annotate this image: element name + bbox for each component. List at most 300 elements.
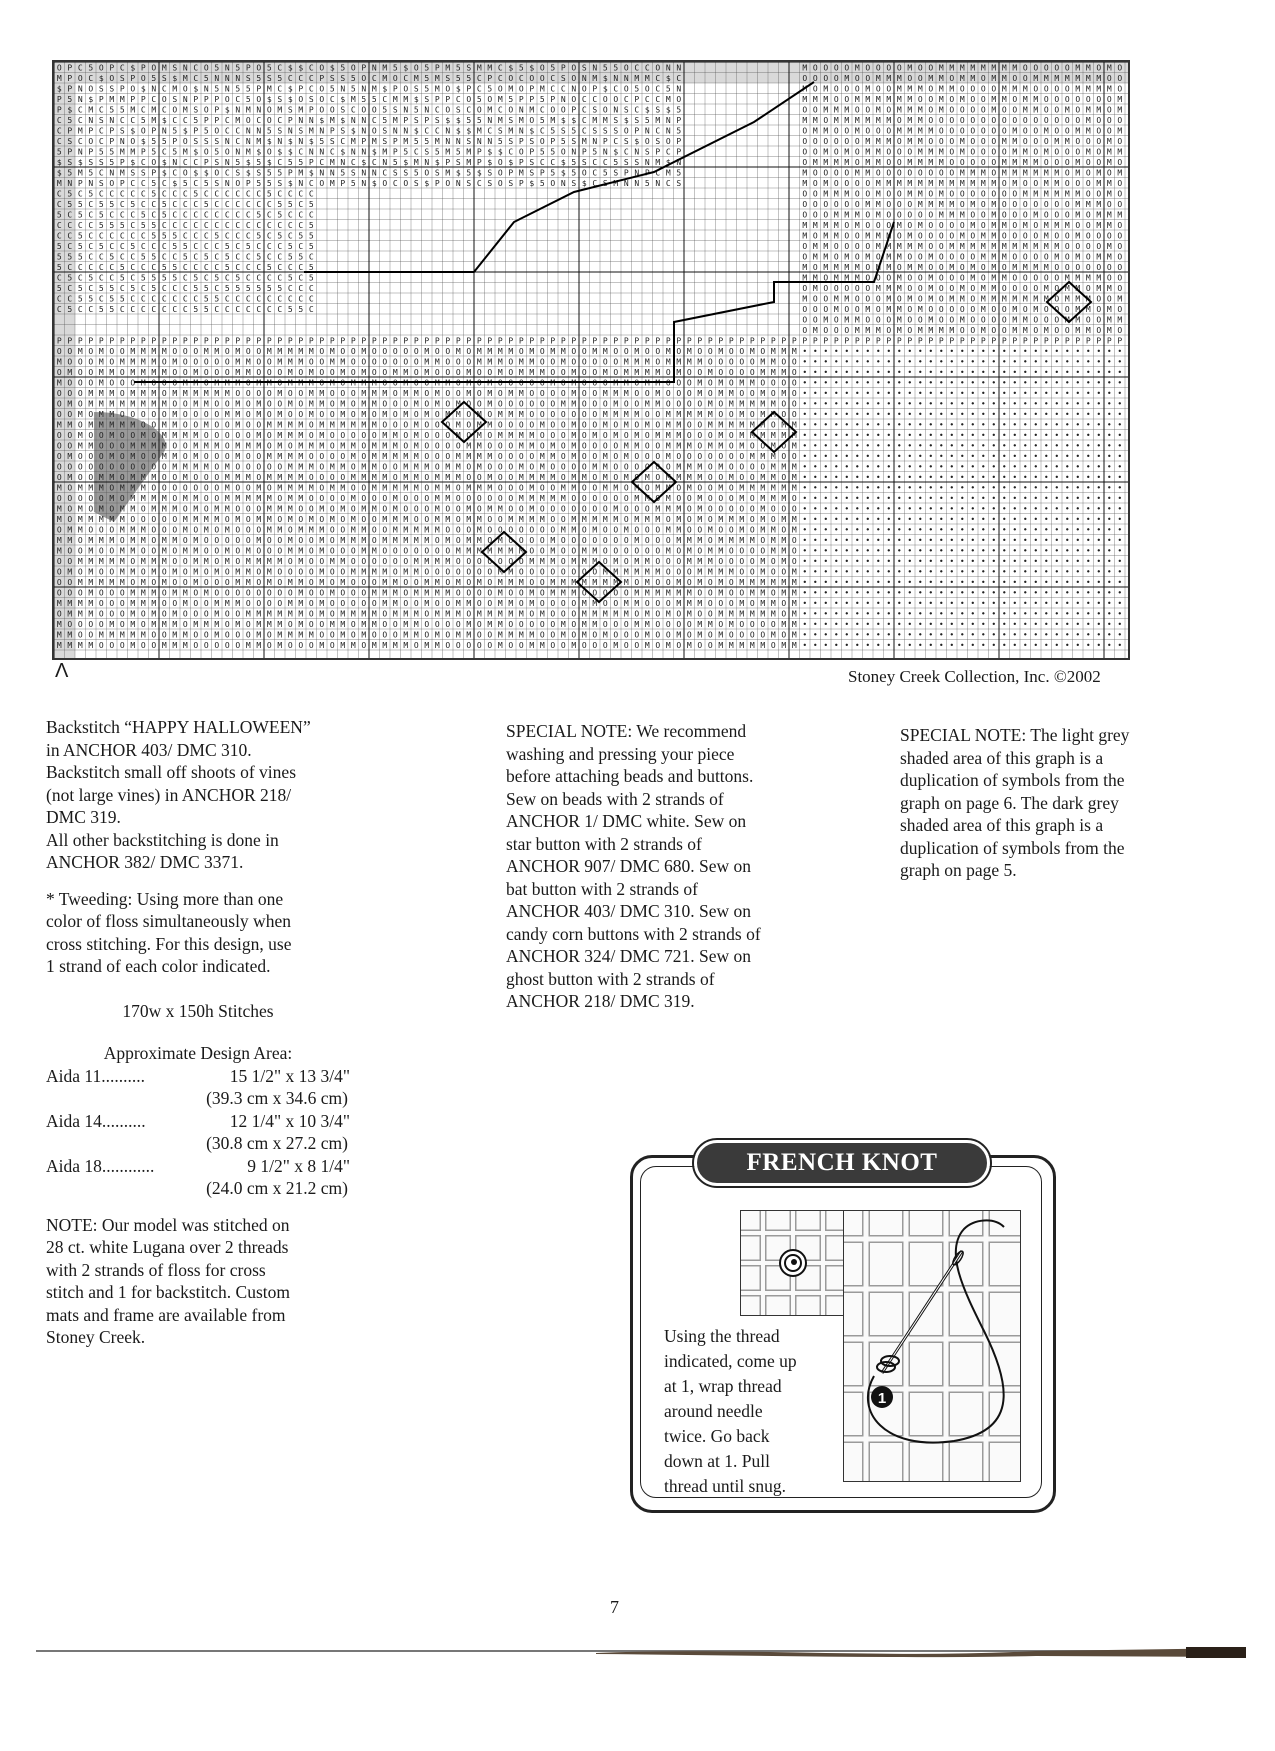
- svg-text:M: M: [749, 399, 755, 409]
- svg-text:•: •: [1033, 536, 1039, 545]
- svg-text:O: O: [403, 357, 409, 367]
- svg-text:M: M: [791, 515, 797, 524]
- svg-text:M: M: [98, 399, 104, 409]
- svg-text:M: M: [770, 630, 776, 640]
- svg-text:M: M: [266, 557, 272, 566]
- svg-text:C: C: [109, 231, 115, 241]
- svg-text:M: M: [1012, 63, 1018, 73]
- svg-text:M: M: [581, 546, 587, 556]
- svg-text:$: $: [287, 137, 293, 146]
- svg-text:M: M: [193, 546, 199, 556]
- svg-text:O: O: [329, 525, 335, 535]
- svg-text:M: M: [413, 399, 419, 409]
- svg-text:•: •: [802, 378, 808, 388]
- svg-text:M: M: [287, 504, 293, 514]
- svg-text:C: C: [287, 221, 293, 230]
- svg-text:M: M: [959, 231, 965, 241]
- svg-text:O: O: [424, 494, 430, 503]
- svg-text:•: •: [886, 410, 892, 419]
- svg-text:M: M: [760, 452, 766, 461]
- svg-text:O: O: [581, 420, 587, 430]
- svg-text:M: M: [371, 620, 377, 629]
- svg-text:•: •: [865, 483, 871, 493]
- svg-text:M: M: [791, 525, 797, 535]
- text-line: thread until snug.: [664, 1476, 786, 1496]
- svg-text:M: M: [340, 504, 346, 514]
- svg-text:O: O: [1117, 116, 1123, 125]
- svg-text:O: O: [256, 462, 262, 472]
- svg-text:P: P: [487, 336, 493, 346]
- svg-text:P: P: [938, 336, 944, 346]
- svg-text:C: C: [497, 63, 503, 73]
- svg-text:C: C: [287, 74, 293, 83]
- svg-text:M: M: [697, 620, 703, 629]
- svg-text:M: M: [487, 420, 493, 430]
- svg-text:C: C: [172, 221, 178, 230]
- svg-text:O: O: [193, 410, 199, 419]
- svg-text:O: O: [298, 641, 304, 650]
- svg-text:•: •: [1043, 525, 1049, 535]
- svg-text:•: •: [938, 378, 944, 388]
- svg-text:5: 5: [224, 252, 230, 262]
- svg-text:M: M: [88, 105, 94, 115]
- svg-text:5: 5: [172, 231, 178, 241]
- svg-text:C: C: [266, 242, 272, 251]
- svg-text:O: O: [88, 137, 94, 146]
- svg-text:•: •: [823, 609, 829, 619]
- svg-text:O: O: [581, 399, 587, 409]
- svg-text:M: M: [760, 588, 766, 598]
- svg-text:O: O: [56, 389, 62, 398]
- svg-text:O: O: [865, 273, 871, 283]
- svg-text:M: M: [130, 420, 136, 430]
- svg-text:C: C: [77, 105, 83, 115]
- svg-text:O: O: [1054, 84, 1060, 94]
- svg-text:C: C: [172, 168, 178, 178]
- svg-text:O: O: [571, 599, 577, 608]
- svg-text:M: M: [602, 420, 608, 430]
- svg-text:M: M: [938, 147, 944, 157]
- svg-text:M: M: [403, 389, 409, 398]
- svg-text:5: 5: [109, 252, 115, 262]
- svg-text:$: $: [487, 158, 493, 167]
- svg-text:•: •: [1064, 347, 1070, 356]
- design-area-cm: (39.3 cm x 34.6 cm): [206, 1088, 348, 1108]
- svg-text:C: C: [308, 252, 314, 262]
- svg-text:•: •: [1085, 536, 1091, 545]
- svg-text:O: O: [1096, 305, 1102, 314]
- svg-text:M: M: [907, 231, 913, 241]
- svg-text:O: O: [1001, 189, 1007, 199]
- svg-text:O: O: [728, 357, 734, 367]
- svg-text:•: •: [928, 609, 934, 619]
- svg-text:M: M: [193, 462, 199, 472]
- svg-text:O: O: [350, 599, 356, 608]
- svg-text:$: $: [77, 158, 83, 167]
- svg-text:O: O: [1117, 189, 1123, 199]
- svg-text:O: O: [844, 200, 850, 209]
- svg-text:O: O: [676, 378, 682, 388]
- svg-text:•: •: [896, 578, 902, 587]
- svg-text:O: O: [644, 389, 650, 398]
- svg-text:•: •: [959, 588, 965, 598]
- svg-text:M: M: [644, 368, 650, 377]
- svg-text:O: O: [970, 315, 976, 325]
- svg-text:•: •: [970, 588, 976, 598]
- svg-text:M: M: [844, 158, 850, 167]
- svg-text:•: •: [812, 378, 818, 388]
- svg-text:O: O: [308, 578, 314, 587]
- svg-text:M: M: [287, 599, 293, 608]
- svg-text:C: C: [634, 63, 640, 73]
- svg-text:•: •: [1054, 431, 1060, 440]
- svg-text:•: •: [812, 546, 818, 556]
- svg-text:O: O: [487, 641, 493, 650]
- svg-text:O: O: [886, 221, 892, 230]
- svg-text:M: M: [529, 599, 535, 608]
- svg-text:5: 5: [214, 147, 220, 157]
- svg-text:C: C: [214, 189, 220, 199]
- svg-text:O: O: [1022, 252, 1028, 262]
- svg-text:O: O: [802, 210, 808, 220]
- svg-text:O: O: [560, 557, 566, 566]
- svg-text:M: M: [371, 504, 377, 514]
- svg-text:M: M: [224, 410, 230, 419]
- svg-text:N: N: [455, 137, 461, 146]
- svg-text:O: O: [245, 399, 251, 409]
- svg-text:•: •: [1001, 462, 1007, 472]
- svg-text:•: •: [865, 431, 871, 440]
- svg-text:O: O: [1075, 242, 1081, 251]
- svg-text:•: •: [854, 609, 860, 619]
- svg-text:O: O: [728, 599, 734, 608]
- svg-text:•: •: [854, 357, 860, 367]
- svg-text:O: O: [749, 504, 755, 514]
- svg-text:•: •: [823, 578, 829, 587]
- svg-text:•: •: [812, 483, 818, 493]
- svg-text:$: $: [287, 63, 293, 73]
- backstitch-notes: [46, 716, 350, 874]
- svg-text:M: M: [508, 84, 514, 94]
- svg-text:M: M: [791, 599, 797, 608]
- svg-text:•: •: [802, 347, 808, 356]
- svg-text:O: O: [119, 609, 125, 619]
- svg-text:O: O: [938, 294, 944, 304]
- svg-text:O: O: [760, 546, 766, 556]
- svg-text:M: M: [193, 378, 199, 388]
- svg-text:O: O: [550, 483, 556, 493]
- svg-text:O: O: [676, 399, 682, 409]
- svg-text:O: O: [655, 63, 661, 73]
- svg-text:5: 5: [98, 242, 104, 251]
- svg-text:•: •: [1064, 525, 1070, 535]
- svg-text:C: C: [130, 116, 136, 125]
- text-line: Backstitch “HAPPY HALLOWEEN”: [46, 717, 311, 737]
- svg-text:C: C: [151, 200, 157, 209]
- svg-text:P: P: [896, 336, 902, 346]
- svg-text:O: O: [854, 74, 860, 83]
- svg-text:5: 5: [235, 84, 241, 94]
- svg-text:O: O: [823, 294, 829, 304]
- svg-text:5: 5: [88, 189, 94, 199]
- svg-text:O: O: [193, 525, 199, 535]
- svg-text:M: M: [1043, 231, 1049, 241]
- svg-text:O: O: [119, 620, 125, 629]
- svg-text:O: O: [466, 410, 472, 419]
- svg-text:O: O: [245, 378, 251, 388]
- svg-text:M: M: [119, 147, 125, 157]
- svg-text:M: M: [1054, 74, 1060, 83]
- svg-text:•: •: [959, 525, 965, 535]
- svg-text:O: O: [749, 494, 755, 503]
- svg-text:M: M: [980, 294, 986, 304]
- svg-text:•: •: [1085, 420, 1091, 430]
- svg-text:M: M: [308, 515, 314, 524]
- svg-text:O: O: [476, 557, 482, 566]
- svg-text:O: O: [245, 630, 251, 640]
- svg-text:M: M: [791, 588, 797, 598]
- svg-text:M: M: [1064, 74, 1070, 83]
- svg-text:•: •: [875, 431, 881, 440]
- svg-text:M: M: [1001, 95, 1007, 104]
- svg-text:O: O: [193, 473, 199, 482]
- svg-text:M: M: [886, 263, 892, 272]
- svg-text:•: •: [980, 515, 986, 524]
- svg-text:M: M: [308, 368, 314, 377]
- svg-text:O: O: [1012, 95, 1018, 104]
- svg-text:M: M: [1064, 294, 1070, 304]
- svg-text:•: •: [865, 378, 871, 388]
- svg-text:O: O: [623, 126, 629, 136]
- svg-text:O: O: [172, 347, 178, 356]
- svg-text:C: C: [119, 252, 125, 262]
- svg-text:O: O: [172, 557, 178, 566]
- svg-text:O: O: [812, 179, 818, 188]
- svg-text:M: M: [392, 599, 398, 608]
- svg-text:•: •: [938, 494, 944, 503]
- svg-text:O: O: [949, 147, 955, 157]
- svg-text:C: C: [224, 231, 230, 241]
- svg-text:N: N: [361, 147, 367, 157]
- svg-text:O: O: [161, 462, 167, 472]
- svg-text:•: •: [1054, 462, 1060, 472]
- svg-text:M: M: [434, 609, 440, 619]
- svg-text:M: M: [392, 525, 398, 535]
- svg-text:M: M: [182, 431, 188, 440]
- svg-text:M: M: [886, 179, 892, 188]
- svg-text:•: •: [875, 546, 881, 556]
- svg-text:O: O: [329, 504, 335, 514]
- svg-text:M: M: [508, 126, 514, 136]
- svg-text:5: 5: [67, 273, 73, 283]
- svg-text:P: P: [875, 336, 881, 346]
- svg-text:M: M: [224, 557, 230, 566]
- svg-text:•: •: [1012, 504, 1018, 514]
- svg-text:•: •: [854, 410, 860, 419]
- svg-text:M: M: [487, 609, 493, 619]
- svg-text:M: M: [487, 546, 493, 556]
- svg-text:O: O: [728, 441, 734, 451]
- svg-text:•: •: [949, 357, 955, 367]
- svg-text:O: O: [77, 389, 83, 398]
- svg-text:M: M: [896, 105, 902, 115]
- svg-text:M: M: [1001, 242, 1007, 251]
- svg-text:S: S: [634, 158, 640, 167]
- svg-text:M: M: [487, 399, 493, 409]
- svg-text:•: •: [949, 504, 955, 514]
- svg-text:M: M: [182, 546, 188, 556]
- svg-text:M: M: [1117, 126, 1123, 136]
- svg-text:O: O: [161, 357, 167, 367]
- svg-text:M: M: [371, 641, 377, 650]
- svg-text:O: O: [193, 588, 199, 598]
- svg-text:•: •: [1117, 515, 1123, 524]
- svg-text:P: P: [308, 105, 314, 115]
- svg-text:O: O: [854, 147, 860, 157]
- svg-text:M: M: [991, 294, 997, 304]
- svg-text:M: M: [434, 504, 440, 514]
- svg-text:M: M: [434, 84, 440, 94]
- svg-text:•: •: [844, 630, 850, 640]
- svg-text:•: •: [1054, 441, 1060, 451]
- svg-text:•: •: [1085, 557, 1091, 566]
- svg-text:O: O: [424, 567, 430, 577]
- svg-text:•: •: [1064, 378, 1070, 388]
- svg-text:O: O: [98, 431, 104, 440]
- svg-text:M: M: [308, 410, 314, 419]
- svg-text:M: M: [602, 116, 608, 125]
- svg-text:O: O: [907, 147, 913, 157]
- svg-text:M: M: [1054, 221, 1060, 230]
- svg-text:•: •: [886, 399, 892, 409]
- svg-text:•: •: [928, 557, 934, 566]
- svg-text:M: M: [665, 588, 671, 598]
- svg-text:M: M: [686, 347, 692, 356]
- svg-text:5: 5: [277, 210, 283, 220]
- svg-text:O: O: [865, 126, 871, 136]
- svg-text:M: M: [392, 536, 398, 545]
- svg-text:M: M: [329, 515, 335, 524]
- svg-text:M: M: [361, 536, 367, 545]
- svg-text:•: •: [959, 546, 965, 556]
- svg-text:C: C: [203, 263, 209, 272]
- svg-text:M: M: [613, 389, 619, 398]
- svg-text:5: 5: [77, 242, 83, 251]
- svg-text:M: M: [1022, 95, 1028, 104]
- svg-text:O: O: [455, 515, 461, 524]
- svg-text:M: M: [287, 420, 293, 430]
- svg-text:O: O: [949, 273, 955, 283]
- svg-text:S: S: [256, 168, 262, 178]
- svg-text:O: O: [749, 515, 755, 524]
- svg-text:C: C: [161, 294, 167, 304]
- svg-text:M: M: [434, 630, 440, 640]
- svg-text:$: $: [424, 179, 430, 188]
- svg-text:O: O: [371, 557, 377, 566]
- svg-text:M: M: [455, 546, 461, 556]
- svg-text:5: 5: [350, 74, 356, 83]
- svg-text:O: O: [109, 546, 115, 556]
- svg-text:C: C: [256, 294, 262, 304]
- svg-text:O: O: [361, 557, 367, 566]
- svg-text:O: O: [130, 137, 136, 146]
- svg-text:•: •: [1054, 483, 1060, 493]
- svg-text:O: O: [119, 452, 125, 461]
- svg-text:M: M: [119, 504, 125, 514]
- svg-text:O: O: [865, 210, 871, 220]
- svg-text:M: M: [613, 567, 619, 577]
- svg-text:O: O: [455, 483, 461, 493]
- svg-text:5: 5: [109, 147, 115, 157]
- svg-text:•: •: [896, 473, 902, 482]
- svg-text:$: $: [287, 95, 293, 104]
- svg-text:O: O: [991, 168, 997, 178]
- svg-text:M: M: [245, 473, 251, 482]
- svg-text:O: O: [823, 200, 829, 209]
- svg-text:O: O: [529, 378, 535, 388]
- svg-text:$: $: [403, 158, 409, 167]
- svg-text:•: •: [1117, 399, 1123, 409]
- svg-text:M: M: [1096, 179, 1102, 188]
- svg-text:•: •: [1085, 410, 1091, 419]
- svg-text:O: O: [644, 84, 650, 94]
- svg-text:O: O: [1033, 252, 1039, 262]
- svg-text:O: O: [928, 168, 934, 178]
- svg-text:O: O: [970, 252, 976, 262]
- svg-text:M: M: [571, 557, 577, 566]
- svg-text:S: S: [98, 116, 104, 125]
- svg-text:•: •: [865, 389, 871, 398]
- svg-text:M: M: [1043, 221, 1049, 230]
- svg-text:M: M: [707, 567, 713, 577]
- svg-text:•: •: [812, 536, 818, 545]
- svg-text:5: 5: [308, 242, 314, 251]
- svg-text:M: M: [865, 95, 871, 104]
- svg-text:•: •: [1117, 609, 1123, 619]
- svg-text:•: •: [886, 452, 892, 461]
- svg-text:C: C: [172, 210, 178, 220]
- svg-text:O: O: [56, 347, 62, 356]
- svg-text:•: •: [1096, 420, 1102, 430]
- svg-text:M: M: [130, 441, 136, 451]
- svg-text:M: M: [256, 536, 262, 545]
- svg-text:M: M: [686, 462, 692, 472]
- svg-text:M: M: [130, 452, 136, 461]
- svg-text:C: C: [403, 74, 409, 83]
- svg-text:M: M: [907, 84, 913, 94]
- svg-text:•: •: [1054, 588, 1060, 598]
- svg-text:M: M: [991, 74, 997, 83]
- svg-text:M: M: [907, 179, 913, 188]
- svg-text:•: •: [938, 357, 944, 367]
- svg-text:O: O: [676, 620, 682, 629]
- svg-text:5: 5: [319, 137, 325, 146]
- svg-text:M: M: [392, 515, 398, 524]
- svg-text:M: M: [739, 378, 745, 388]
- svg-text:M: M: [77, 515, 83, 524]
- svg-text:O: O: [697, 399, 703, 409]
- svg-text:M: M: [1022, 168, 1028, 178]
- svg-text:O: O: [928, 105, 934, 115]
- svg-text:O: O: [476, 599, 482, 608]
- text-line: ANCHOR 403/ DMC 310. Sew on: [506, 901, 752, 921]
- svg-text:O: O: [1064, 179, 1070, 188]
- svg-text:C: C: [245, 221, 251, 230]
- svg-text:O: O: [371, 357, 377, 367]
- svg-text:M: M: [193, 368, 199, 377]
- svg-text:O: O: [182, 452, 188, 461]
- svg-text:M: M: [991, 105, 997, 115]
